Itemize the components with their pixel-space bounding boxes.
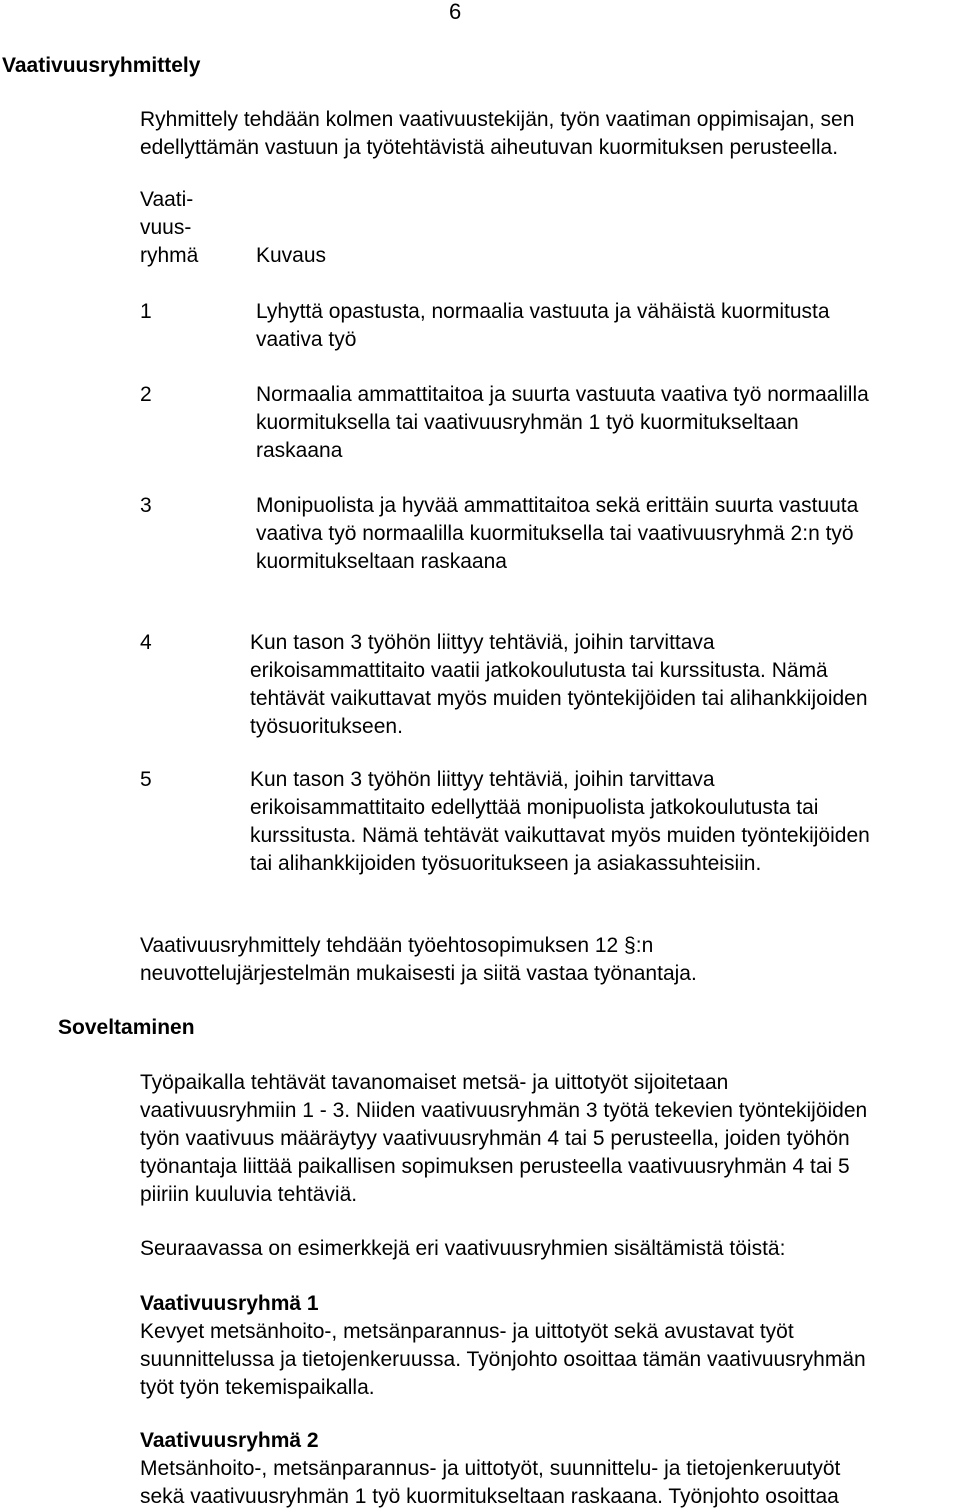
group-header-line: vuus- (140, 216, 192, 239)
description-line: kuormituksella tai vaativuusryhmän 1 työ kuormitukseltaan (256, 411, 799, 434)
group1-examples (140, 1290, 960, 1402)
description-column-header: Kuvaus (256, 244, 327, 267)
agreement-line: Vaativuusryhmittely tehdään työehtosopimuksen 12 §:n (140, 934, 654, 957)
group1-line: suunnittelussa ja tietojenkeruussa. Työnjohto osoittaa tämän vaativuusryhmän (140, 1348, 866, 1371)
description-line: kurssitusta. Nämä tehtävät vaikuttavat myös muiden työntekijöiden (250, 824, 870, 847)
group-header-line: ryhmä (140, 244, 199, 267)
application-paragraph (140, 1069, 960, 1209)
group-number: 4 (140, 631, 152, 654)
description-line: erikoisammattitaito edellyttää monipuolista jatkokoulutusta tai (250, 796, 819, 819)
group-description (256, 381, 956, 465)
description-line: tai alihankkijoiden työsuoritukseen ja asiakassuhteisiin. (250, 852, 762, 875)
group1-line: työt työn tekemispaikalla. (140, 1376, 375, 1399)
intro-line: edellyttämän vastuun ja työtehtävistä aiheutuvan kuormituksen perusteella. (140, 136, 839, 159)
group-column-header (140, 186, 198, 270)
group-number: 5 (140, 768, 152, 791)
agreement-line: neuvottelujärjestelmän mukaisesti ja siitä vastaa työnantaja. (140, 962, 697, 985)
group-number: 3 (140, 494, 152, 517)
side-label: Soveltaminen (58, 1016, 195, 1039)
description-line: Lyhyttä opastusta, normaalia vastuuta ja vähäistä kuormitusta (256, 300, 830, 323)
group2-heading: Vaativuusryhmä 2 (140, 1429, 319, 1452)
group-number: 1 (140, 300, 152, 323)
intro-paragraph (140, 106, 955, 162)
application-line: työn vaativuus määräytyy vaativuusryhmän 4 tai 5 perusteella, joiden työhön (140, 1127, 850, 1150)
description-line: työsuoritukseen. (250, 715, 403, 738)
description-line: Normaalia ammattitaitoa ja suurta vastuuta vaativa työ normaalilla (256, 383, 869, 406)
application-line: työnantaja liittää paikallisen sopimuksen perusteella vaativuusryhmän 4 tai 5 (140, 1155, 850, 1178)
agreement-paragraph (140, 932, 960, 988)
group-description (256, 298, 956, 354)
application-line: piiriin kuuluvia tehtäviä. (140, 1183, 358, 1206)
application-line: Työpaikalla tehtävät tavanomaiset metsä- ja uittotyöt sijoitetaan (140, 1071, 729, 1094)
group2-examples (140, 1427, 960, 1511)
group-description (250, 766, 956, 878)
description-line: raskaana (256, 439, 343, 462)
description-line: Kun tason 3 työhön liittyy tehtäviä, joihin tarvittava (250, 768, 715, 791)
description-line: vaativa työ normaalilla kuormituksella tai vaativuusryhmä 2:n työ (256, 522, 854, 545)
application-line: vaativuusryhmiin 1 - 3. Niiden vaativuusryhmän 3 työtä tekevien työntekijöiden (140, 1099, 868, 1122)
group2-line: sekä vaativuusryhmän 1 työ kuormitukseltaan raskaana. Työnjohto osoittaa (140, 1485, 839, 1508)
intro-line: Ryhmittely tehdään kolmen vaativuustekijän, työn vaatiman oppimisajan, sen (140, 108, 855, 131)
description-line: Monipuolista ja hyvää ammattitaitoa sekä erittäin suurta vastuuta (256, 494, 859, 517)
group-number: 2 (140, 383, 152, 406)
group1-heading: Vaativuusryhmä 1 (140, 1292, 319, 1315)
group2-line: Metsänhoito-, metsänparannus- ja uittotyöt, suunnittelu- ja tietojenkeruutyöt (140, 1457, 841, 1480)
description-line: erikoisammattitaito vaatii jatkokoulutusta tai kurssitusta. Nämä (250, 659, 828, 682)
description-line: Kun tason 3 työhön liittyy tehtäviä, joihin tarvittava (250, 631, 715, 654)
description-line: kuormitukseltaan raskaana (256, 550, 507, 573)
group-header-line: Vaati- (140, 188, 194, 211)
group1-line: Kevyet metsänhoito-, metsänparannus- ja uittotyöt sekä avustavat työt (140, 1320, 794, 1343)
examples-intro: Seuraavassa on esimerkkejä eri vaativuusryhmien sisältämistä töistä: (140, 1237, 786, 1260)
description-line: tehtävät vaikuttavat myös muiden työntekijöiden tai alihankkijoiden (250, 687, 868, 710)
section-title: Vaativuusryhmittely (2, 54, 201, 77)
description-line: vaativa työ (256, 328, 357, 351)
group-description (250, 629, 956, 741)
page-number: 6 (449, 0, 462, 24)
group-description (256, 492, 956, 576)
